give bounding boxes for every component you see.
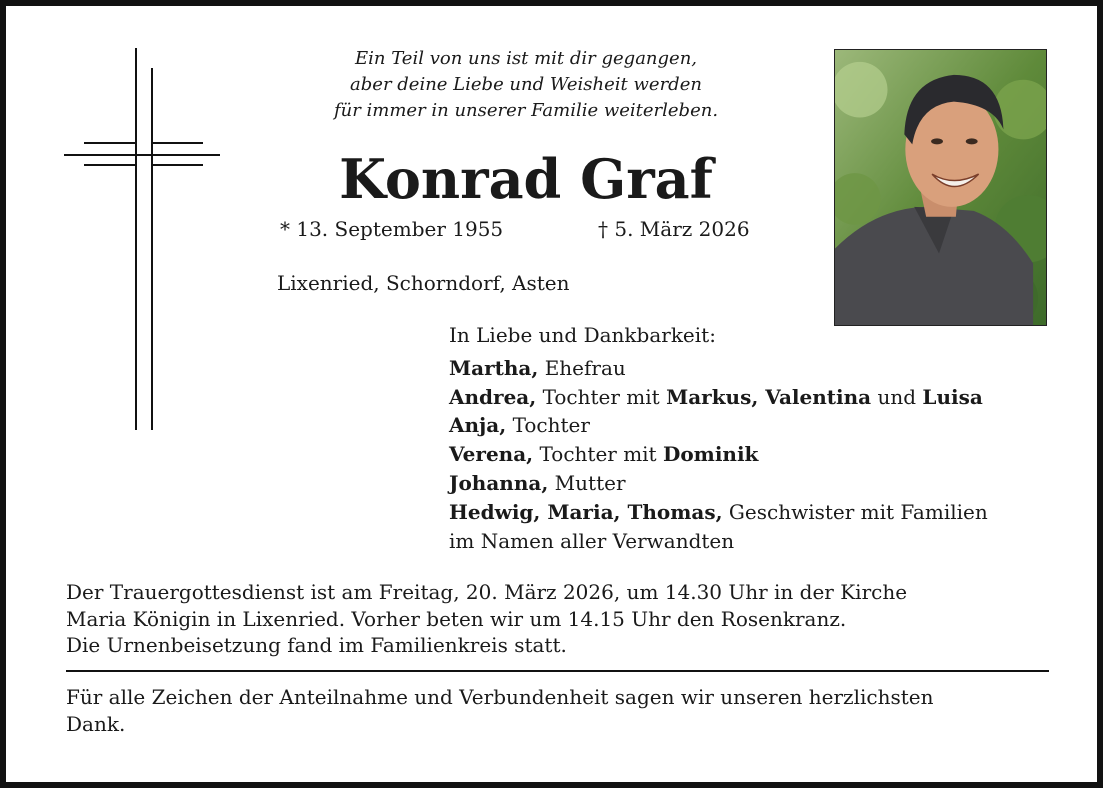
family-relation: Tochter [506,413,590,438]
quote-line: Ein Teil von uns ist mit dir gegangen, [354,48,698,69]
thanks-line: Dank. [66,712,126,736]
service-line: Die Urnenbeisetzung fand im Familienkreis statt. [66,633,567,657]
family-relation: Tochter mit [533,442,663,467]
birth-date: * 13. September 1955 [280,217,504,241]
family-member-name: Andrea, [449,384,537,409]
service-info [66,579,1056,659]
memorial-quote [276,46,776,124]
family-member-name: Anja, [449,413,507,438]
places: Lixenried, Schorndorf, Asten [277,271,570,295]
deceased-name: Konrad Graf [339,147,713,211]
life-dates [280,215,780,243]
cross-icon [64,48,224,434]
family-list [449,321,1059,555]
family-member-row [449,440,1059,469]
family-relation: Tochter mit [536,384,667,409]
death-date: † 5. März 2026 [598,217,750,241]
family-member-row [449,527,1059,556]
quote-line: für immer in unserer Familie weiterleben. [333,100,719,121]
portrait-photo [834,49,1047,326]
quote-line: aber deine Liebe und Weisheit werden [350,74,702,95]
family-member-row [449,411,1059,440]
service-line: Der Trauergottesdienst ist am Freitag, 20. März 2026, um 14.30 Uhr in der Kirche [66,580,908,604]
family-relation: und [871,384,923,409]
family-member-name: Johanna, [449,470,549,495]
family-member-name: Martha, [449,355,539,380]
family-member-name: Verena, [449,442,534,467]
family-member-name: Luisa [922,384,983,409]
family-member-row [449,469,1059,498]
family-member-row [449,354,1059,383]
family-member-name: Dominik [662,442,759,467]
family-intro: In Liebe und Dankbarkeit: [449,323,716,347]
family-relation: Geschwister mit Familien [722,499,988,524]
family-member-row [449,498,1059,527]
family-member-name: Markus, Valentina [666,384,872,409]
family-relation: im Namen aller Verwandten [449,528,735,553]
family-relation: Ehefrau [538,355,626,380]
family-member-row [449,383,1059,412]
family-member-name: Hedwig, Maria, Thomas, [449,499,723,524]
family-relation: Mutter [548,470,626,495]
divider [66,670,1049,672]
thanks-line: Für alle Zeichen der Anteilnahme und Verbundenheit sagen wir unseren herzlichsten [66,685,934,709]
service-line: Maria Königin in Lixenried. Vorher beten wir um 14.15 Uhr den Rosenkranz. [66,606,847,631]
thanks-note [66,684,1056,738]
